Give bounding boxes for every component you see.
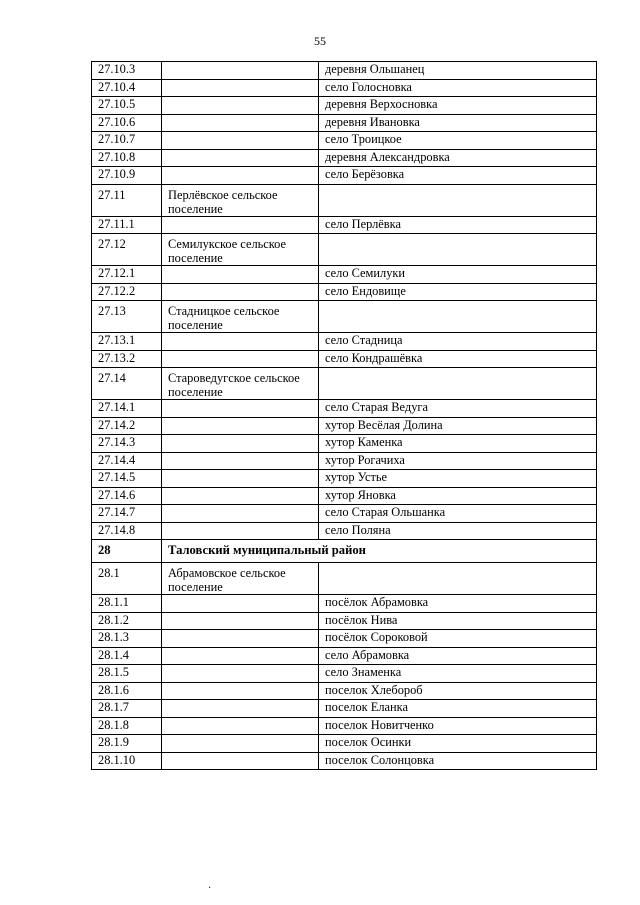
code-cell: 27.14.6 — [92, 487, 162, 505]
code-cell: 28.1.5 — [92, 665, 162, 683]
locality-cell: село Берёзовка — [319, 167, 597, 185]
locality-cell: хутор Устье — [319, 470, 597, 488]
code-cell: 28.1.2 — [92, 612, 162, 630]
settlement-name-cell — [162, 97, 319, 115]
code-cell: 27.10.4 — [92, 79, 162, 97]
code-cell: 27.14.1 — [92, 400, 162, 418]
code-cell: 27.12.1 — [92, 266, 162, 284]
code-cell: 28.1.6 — [92, 682, 162, 700]
code-cell: 27.12.2 — [92, 283, 162, 301]
table-row — [92, 62, 597, 80]
code-cell: 28.1 — [92, 563, 162, 595]
settlement-name-cell: Стадницкое сельское поселение — [162, 301, 319, 333]
section-row — [92, 540, 597, 563]
settlement-name-cell — [162, 149, 319, 167]
settlement-name-cell — [162, 132, 319, 150]
code-cell: 28.1.7 — [92, 700, 162, 718]
code-cell: 27.10.8 — [92, 149, 162, 167]
settlement-name-cell — [162, 522, 319, 540]
table-row — [92, 167, 597, 185]
code-cell: 27.10.5 — [92, 97, 162, 115]
locality-cell: село Голосновка — [319, 79, 597, 97]
locality-cell: село Старая Ведуга — [319, 400, 597, 418]
table-row — [92, 417, 597, 435]
code-cell: 28.1.8 — [92, 717, 162, 735]
table-row — [92, 717, 597, 735]
table-row — [92, 266, 597, 284]
code-cell: 28.1.3 — [92, 630, 162, 648]
code-cell: 27.10.6 — [92, 114, 162, 132]
settlement-name-cell — [162, 350, 319, 368]
locality-cell: деревня Ольшанец — [319, 62, 597, 80]
settlement-name-cell — [162, 435, 319, 453]
settlement-name-cell — [162, 630, 319, 648]
table-row — [92, 149, 597, 167]
settlement-name-cell — [162, 487, 319, 505]
locality-cell: село Старая Ольшанка — [319, 505, 597, 523]
settlement-row — [92, 234, 597, 266]
locality-cell: село Стадница — [319, 333, 597, 351]
settlement-name-cell — [162, 417, 319, 435]
code-cell: 27.10.7 — [92, 132, 162, 150]
code-cell: 27.14.7 — [92, 505, 162, 523]
settlement-name-cell — [162, 717, 319, 735]
settlement-name-cell — [162, 114, 319, 132]
table-row — [92, 612, 597, 630]
code-cell: 27.14 — [92, 368, 162, 400]
settlement-name-cell — [162, 266, 319, 284]
table-row — [92, 595, 597, 613]
locality-cell: посёлок Сороковой — [319, 630, 597, 648]
locality-cell — [319, 301, 597, 333]
code-cell: 28.1.1 — [92, 595, 162, 613]
settlement-name-cell: Абрамовское сельское поселение — [162, 563, 319, 595]
locality-cell: деревня Ивановка — [319, 114, 597, 132]
code-cell: 28.1.9 — [92, 735, 162, 753]
code-cell: 27.13.2 — [92, 350, 162, 368]
table-row — [92, 114, 597, 132]
table-row — [92, 79, 597, 97]
locality-cell — [319, 234, 597, 266]
locality-cell: село Перлёвка — [319, 216, 597, 234]
settlement-name-cell — [162, 735, 319, 753]
code-cell: 27.11.1 — [92, 216, 162, 234]
locality-cell: посёлок Абрамовка — [319, 595, 597, 613]
table-row — [92, 665, 597, 683]
localities-table-body — [92, 62, 597, 770]
table-row — [92, 350, 597, 368]
settlement-name-cell — [162, 595, 319, 613]
code-cell: 27.10.9 — [92, 167, 162, 185]
code-cell: 27.13.1 — [92, 333, 162, 351]
table-row — [92, 400, 597, 418]
code-cell: 27.14.3 — [92, 435, 162, 453]
table-row — [92, 283, 597, 301]
code-cell: 27.13 — [92, 301, 162, 333]
locality-cell: село Поляна — [319, 522, 597, 540]
district-name-cell: Таловский муниципальный район — [162, 540, 597, 563]
locality-cell — [319, 563, 597, 595]
table-row — [92, 132, 597, 150]
table-row — [92, 470, 597, 488]
locality-cell: село Ендовище — [319, 283, 597, 301]
locality-cell: село Семилуки — [319, 266, 597, 284]
settlement-row — [92, 184, 597, 216]
code-cell: 28.1.4 — [92, 647, 162, 665]
settlement-name-cell — [162, 470, 319, 488]
code-cell: 27.14.5 — [92, 470, 162, 488]
settlement-name-cell — [162, 283, 319, 301]
settlement-name-cell — [162, 665, 319, 683]
settlement-name-cell — [162, 216, 319, 234]
localities-table — [91, 61, 597, 770]
settlement-name-cell — [162, 682, 319, 700]
code-cell: 27.14.4 — [92, 452, 162, 470]
settlement-row — [92, 368, 597, 400]
locality-cell: село Знаменка — [319, 665, 597, 683]
locality-cell: поселок Солонцовка — [319, 752, 597, 770]
locality-cell: поселок Осинки — [319, 735, 597, 753]
table-row — [92, 682, 597, 700]
table-row — [92, 216, 597, 234]
locality-cell: село Троицкое — [319, 132, 597, 150]
locality-cell: село Абрамовка — [319, 647, 597, 665]
code-cell: 27.10.3 — [92, 62, 162, 80]
code-cell: 27.12 — [92, 234, 162, 266]
locality-cell — [319, 368, 597, 400]
settlement-row — [92, 301, 597, 333]
table-row — [92, 522, 597, 540]
settlement-name-cell — [162, 62, 319, 80]
settlement-name-cell: Староведугское сельское поселение — [162, 368, 319, 400]
locality-cell: хутор Каменка — [319, 435, 597, 453]
table-row — [92, 97, 597, 115]
table-row — [92, 735, 597, 753]
code-cell: 28 — [92, 540, 162, 563]
settlement-name-cell: Перлёвское сельское поселение — [162, 184, 319, 216]
code-cell: 27.14.8 — [92, 522, 162, 540]
settlement-name-cell — [162, 452, 319, 470]
settlement-name-cell — [162, 647, 319, 665]
table-row — [92, 630, 597, 648]
table-row — [92, 333, 597, 351]
table-row — [92, 700, 597, 718]
table-row — [92, 487, 597, 505]
settlement-name-cell — [162, 505, 319, 523]
table-row — [92, 647, 597, 665]
locality-cell — [319, 184, 597, 216]
settlement-name-cell — [162, 79, 319, 97]
stray-mark: · — [208, 883, 212, 894]
table-row — [92, 505, 597, 523]
code-cell: 27.14.2 — [92, 417, 162, 435]
locality-cell: хутор Весёлая Долина — [319, 417, 597, 435]
code-cell: 28.1.10 — [92, 752, 162, 770]
locality-cell: деревня Верхосновка — [319, 97, 597, 115]
locality-cell: хутор Яновка — [319, 487, 597, 505]
table-row — [92, 435, 597, 453]
locality-cell: хутор Рогачиха — [319, 452, 597, 470]
settlement-name-cell — [162, 333, 319, 351]
locality-cell: деревня Александровка — [319, 149, 597, 167]
locality-cell: поселок Новитченко — [319, 717, 597, 735]
settlement-name-cell — [162, 400, 319, 418]
locality-cell: поселок Еланка — [319, 700, 597, 718]
settlement-name-cell: Семилукское сельское поселение — [162, 234, 319, 266]
table-row — [92, 452, 597, 470]
settlement-name-cell — [162, 700, 319, 718]
locality-cell: село Кондрашёвка — [319, 350, 597, 368]
settlement-name-cell — [162, 752, 319, 770]
settlement-name-cell — [162, 167, 319, 185]
code-cell: 27.11 — [92, 184, 162, 216]
locality-cell: поселок Хлебороб — [319, 682, 597, 700]
table-row — [92, 752, 597, 770]
settlement-row — [92, 563, 597, 595]
settlement-name-cell — [162, 612, 319, 630]
locality-cell: посёлок Нива — [319, 612, 597, 630]
page-number: 55 — [314, 34, 326, 48]
